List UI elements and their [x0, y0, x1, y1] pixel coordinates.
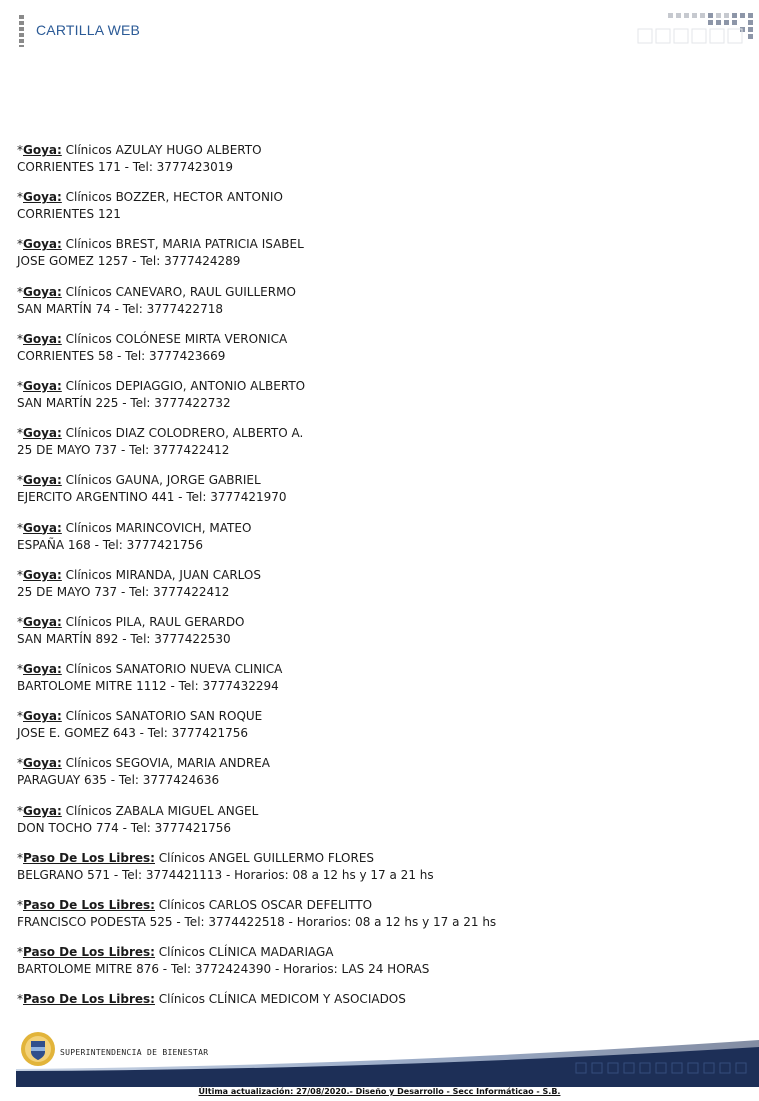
provider-name-line: *Paso De Los Libres: Clínicos CARLOS OSCAR DEFELITTO	[17, 898, 373, 912]
provider-name: Clínicos CANEVARO, RAUL GUILLERMO	[61, 284, 296, 299]
provider-entry	[17, 425, 737, 472]
last-update-note: Última actualización: 27/08/2020.- Diseño y Desarrollo - Secc Informáticao - S.B.	[198, 1087, 561, 1096]
page-footer	[16, 1025, 759, 1089]
provider-address: EJERCITO ARGENTINO 441 - Tel: 3777421970	[17, 490, 287, 505]
provider-city: Goya:	[23, 662, 62, 677]
provider-name-line: *Goya: Clínicos MIRANDA, JUAN CARLOS	[17, 567, 261, 582]
provider-address: CORRIENTES 171 - Tel: 3777423019	[17, 160, 234, 174]
provider-entry	[17, 236, 737, 283]
provider-address: SAN MARTÍN 225 - Tel: 3777422732	[17, 395, 231, 410]
provider-city: Goya:	[23, 284, 62, 299]
provider-city: Goya:	[23, 520, 62, 535]
provider-city: Goya:	[23, 614, 62, 629]
provider-name-line: *Goya: Clínicos AZULAY HUGO ALBERTO	[17, 143, 262, 157]
provider-address: DON TOCHO 774 - Tel: 3777421756	[17, 820, 231, 835]
provider-name: Clínicos COLÓNESE MIRTA VERONICA	[61, 331, 288, 346]
provider-name-line: *Goya: Clínicos BOZZER, HECTOR ANTONIO	[17, 190, 283, 205]
provider-name-line: *Goya: Clínicos ZABALA MIGUEL ANGEL	[17, 803, 259, 818]
provider-name-line: *Paso De Los Libres: Clínicos ANGEL GUILLERMO FLORES	[17, 850, 375, 865]
provider-name: Clínicos CARLOS OSCAR DEFELITTO	[154, 898, 373, 912]
provider-name: Clínicos MARINCOVICH, MATEO	[61, 520, 252, 535]
provider-name-line: *Goya: Clínicos SANATORIO SAN ROQUE	[17, 709, 263, 724]
provider-entry	[17, 614, 737, 661]
provider-address: BARTOLOME MITRE 876 - Tel: 3772424390 - Horarios: LAS 24 HORAS	[17, 962, 430, 977]
provider-name: Clínicos CLÍNICA MADARIAGA	[154, 945, 334, 960]
provider-address: PARAGUAY 635 - Tel: 3777424636	[17, 773, 220, 788]
provider-name: Clínicos PILA, RAUL GERARDO	[61, 614, 245, 629]
provider-city: Goya:	[23, 567, 62, 582]
provider-city: Goya:	[23, 426, 62, 441]
provider-city: Paso De Los Libres:	[23, 850, 155, 865]
provider-city: Paso De Los Libres:	[23, 945, 155, 960]
provider-name: Clínicos MIRANDA, JUAN CARLOS	[61, 567, 261, 582]
provider-entry	[17, 472, 737, 519]
provider-name: Clínicos BOZZER, HECTOR ANTONIO	[61, 190, 283, 205]
provider-city: Goya:	[23, 756, 62, 771]
provider-address: BELGRANO 571 - Tel: 3774421113 - Horarios: 08 a 12 hs y 17 a 21 hs	[17, 867, 434, 882]
provider-address: 25 DE MAYO 737 - Tel: 3777422412	[17, 584, 230, 599]
organization-name: SUPERINTENDENCIA DE BIENESTAR	[60, 1048, 209, 1057]
provider-entry	[17, 189, 737, 236]
provider-name: Clínicos DEPIAGGIO, ANTONIO ALBERTO	[61, 378, 306, 393]
provider-name-line: *Goya: Clínicos SANATORIO NUEVA CLINICA	[17, 662, 283, 677]
pixel-decoration-icon	[636, 11, 759, 47]
provider-address: BARTOLOME MITRE 1112 - Tel: 3777432294	[17, 679, 279, 694]
provider-entry	[17, 567, 737, 614]
provider-address: 25 DE MAYO 737 - Tel: 3777422412	[17, 443, 230, 458]
provider-name-line: *Goya: Clínicos GAUNA, JORGE GABRIEL	[17, 473, 261, 488]
provider-name: Clínicos SANATORIO SAN ROQUE	[61, 709, 263, 724]
provider-entry	[17, 944, 737, 991]
provider-city: Goya:	[23, 331, 62, 346]
provider-city: Goya:	[23, 378, 62, 393]
provider-entry	[17, 284, 737, 331]
footer-wave-graphic	[16, 1025, 759, 1089]
provider-name-line: *Goya: Clínicos DIAZ COLODRERO, ALBERTO A.	[17, 426, 304, 441]
provider-list	[17, 142, 737, 1039]
provider-city: Goya:	[23, 473, 62, 488]
page-header	[0, 0, 759, 60]
provider-city: Goya:	[23, 237, 62, 252]
provider-name-line: *Goya: Clínicos COLÓNESE MIRTA VERONICA	[17, 331, 288, 346]
provider-address: FRANCISCO PODESTA 525 - Tel: 3774422518 - Horarios: 08 a 12 hs y 17 a 21 hs	[17, 915, 497, 929]
provider-name-line: *Paso De Los Libres: Clínicos CLÍNICA MADARIAGA	[17, 945, 334, 960]
provider-address: CORRIENTES 58 - Tel: 3777423669	[17, 348, 226, 363]
provider-name: Clínicos ANGEL GUILLERMO FLORES	[154, 850, 375, 865]
provider-address: JOSE E. GOMEZ 643 - Tel: 3777421756	[17, 726, 248, 741]
provider-address: SAN MARTÍN 892 - Tel: 3777422530	[17, 631, 231, 646]
institution-seal-icon	[20, 1031, 56, 1067]
provider-name-line: *Goya: Clínicos BREST, MARIA PATRICIA ISABEL	[17, 237, 304, 252]
provider-entry	[17, 755, 737, 802]
provider-city: Goya:	[23, 709, 62, 724]
provider-city: Goya:	[23, 803, 62, 818]
provider-name: Clínicos SEGOVIA, MARIA ANDREA	[61, 756, 270, 771]
provider-name-line: *Goya: Clínicos CANEVARO, RAUL GUILLERMO	[17, 284, 296, 299]
provider-name: Clínicos BREST, MARIA PATRICIA ISABEL	[61, 237, 304, 252]
provider-name-line: *Goya: Clínicos DEPIAGGIO, ANTONIO ALBERTO	[17, 378, 306, 393]
provider-city: Paso De Los Libres:	[23, 898, 155, 912]
provider-name: Clínicos DIAZ COLODRERO, ALBERTO A.	[61, 426, 304, 441]
provider-city: Goya:	[23, 143, 62, 157]
provider-name: Clínicos GAUNA, JORGE GABRIEL	[61, 473, 261, 488]
provider-entry	[17, 331, 737, 378]
provider-name-line: *Goya: Clínicos PILA, RAUL GERARDO	[17, 614, 245, 629]
provider-address: ESPAÑA 168 - Tel: 3777421756	[17, 537, 203, 552]
provider-entry	[17, 661, 737, 708]
provider-entry	[17, 142, 737, 189]
provider-city: Goya:	[23, 190, 62, 205]
provider-address: SAN MARTÍN 74 - Tel: 3777422718	[17, 301, 223, 316]
provider-address: CORRIENTES 121	[17, 207, 121, 222]
provider-name-line: *Goya: Clínicos MARINCOVICH, MATEO	[17, 520, 252, 535]
provider-name-line: *Goya: Clínicos SEGOVIA, MARIA ANDREA	[17, 756, 270, 771]
provider-entry	[17, 897, 737, 944]
page-title: CARTILLA WEB	[36, 22, 141, 38]
provider-name: Clínicos SANATORIO NUEVA CLINICA	[61, 662, 283, 677]
header-accent-bar	[19, 15, 24, 47]
provider-name: Clínicos CLÍNICA MEDICOM Y ASOCIADOS	[154, 992, 406, 1007]
provider-name-line: *Paso De Los Libres: Clínicos CLÍNICA MEDICOM Y ASOCIADOS	[17, 992, 406, 1007]
provider-city: Paso De Los Libres:	[23, 992, 155, 1007]
provider-entry	[17, 850, 737, 897]
provider-entry	[17, 708, 737, 755]
provider-entry	[17, 378, 737, 425]
provider-name: Clínicos AZULAY HUGO ALBERTO	[61, 143, 262, 157]
provider-entry	[17, 520, 737, 567]
provider-entry	[17, 803, 737, 850]
provider-address: JOSE GOMEZ 1257 - Tel: 3777424289	[17, 254, 241, 269]
provider-name: Clínicos ZABALA MIGUEL ANGEL	[61, 803, 259, 818]
